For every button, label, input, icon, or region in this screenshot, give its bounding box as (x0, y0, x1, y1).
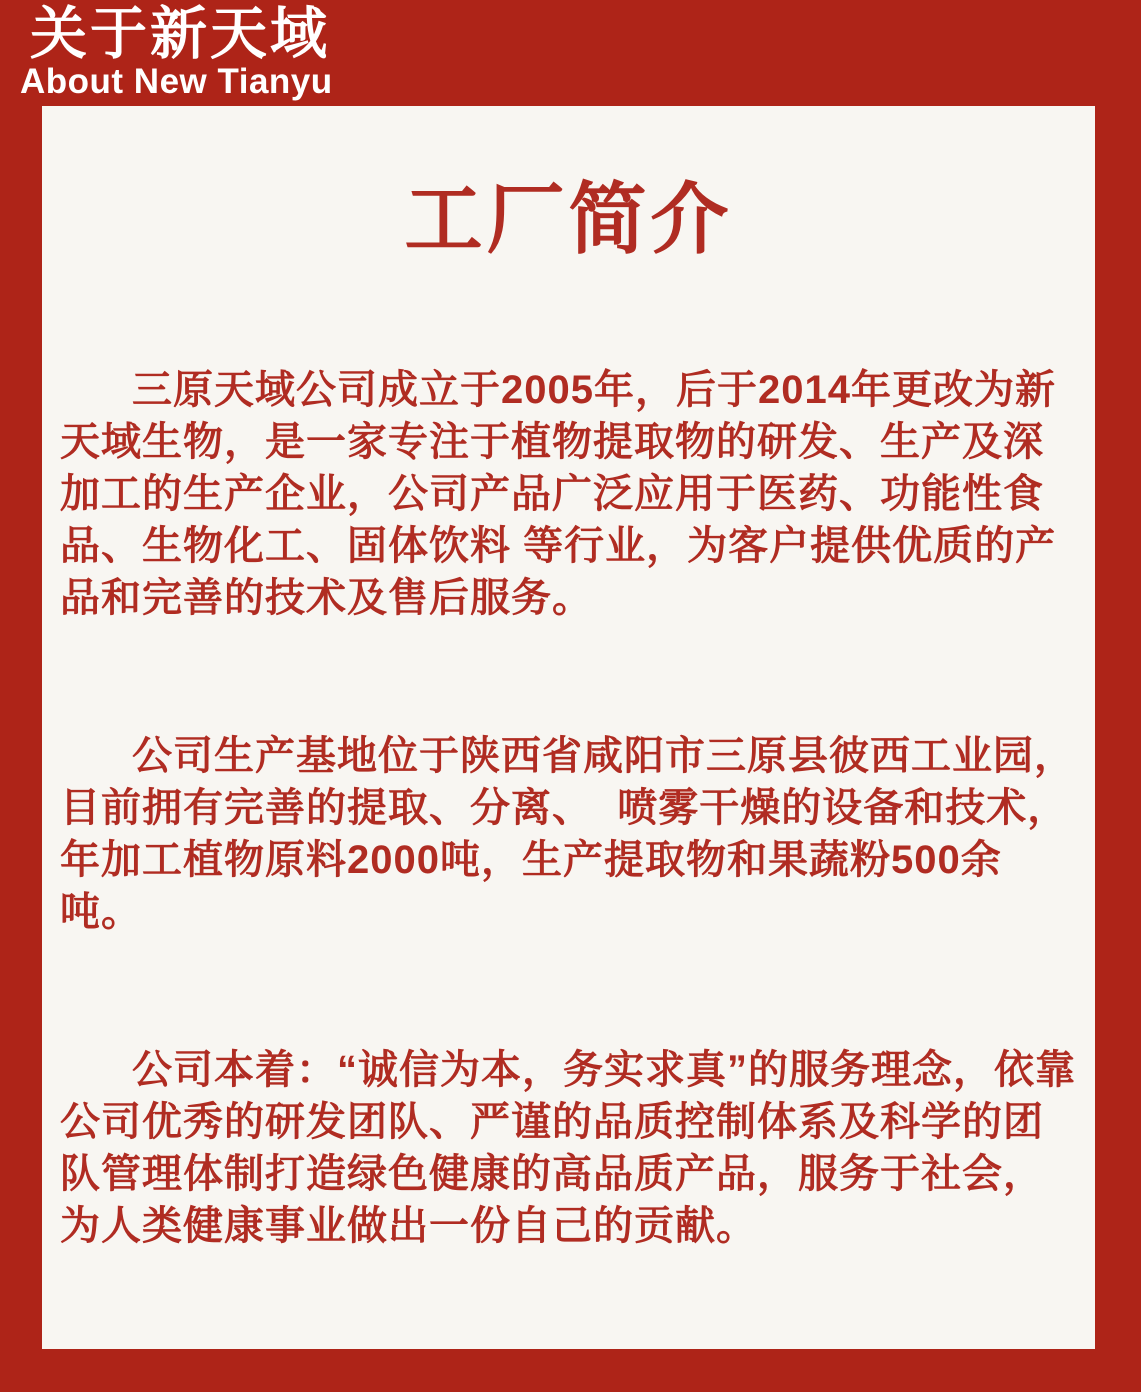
page-title-en: About New Tianyu (20, 62, 333, 101)
paragraph-production-base: 公司生产基地位于陕西省咸阳市三原县彼西工业园，目前拥有完善的提取、分离、 喷雾干燥的设备和技术，年加工植物原料2000吨，生产提取物和果蔬粉500余吨。 (60, 734, 1075, 934)
page-header (0, 0, 1141, 106)
content-panel (42, 106, 1095, 1349)
intro-paragraphs (60, 364, 1077, 1252)
section-title: 工厂简介 (404, 175, 733, 263)
paragraph-company-history: 三原天域公司成立于2005年，后于2014年更改为新天域生物，是一家专注于植物提取物的研发、生产及深加工的生产企业，公司产品广泛应用于医药、功能性食品、生物化工、固体饮料 等行业，为客户提供优质的产品和完善的技术及售后服务。 (60, 368, 1057, 620)
paragraph-service-philosophy: 公司本着：“诚信为本，务实求真”的服务理念，依靠公司优秀的研发团队、严谨的品质控制体系及科学的团队管理体制打造绿色健康的高品质产品，服务于社会，为人类健康事业做出一份自己的贡献。 (60, 1048, 1076, 1248)
page-title-zh: 关于新天域 (30, 2, 330, 66)
